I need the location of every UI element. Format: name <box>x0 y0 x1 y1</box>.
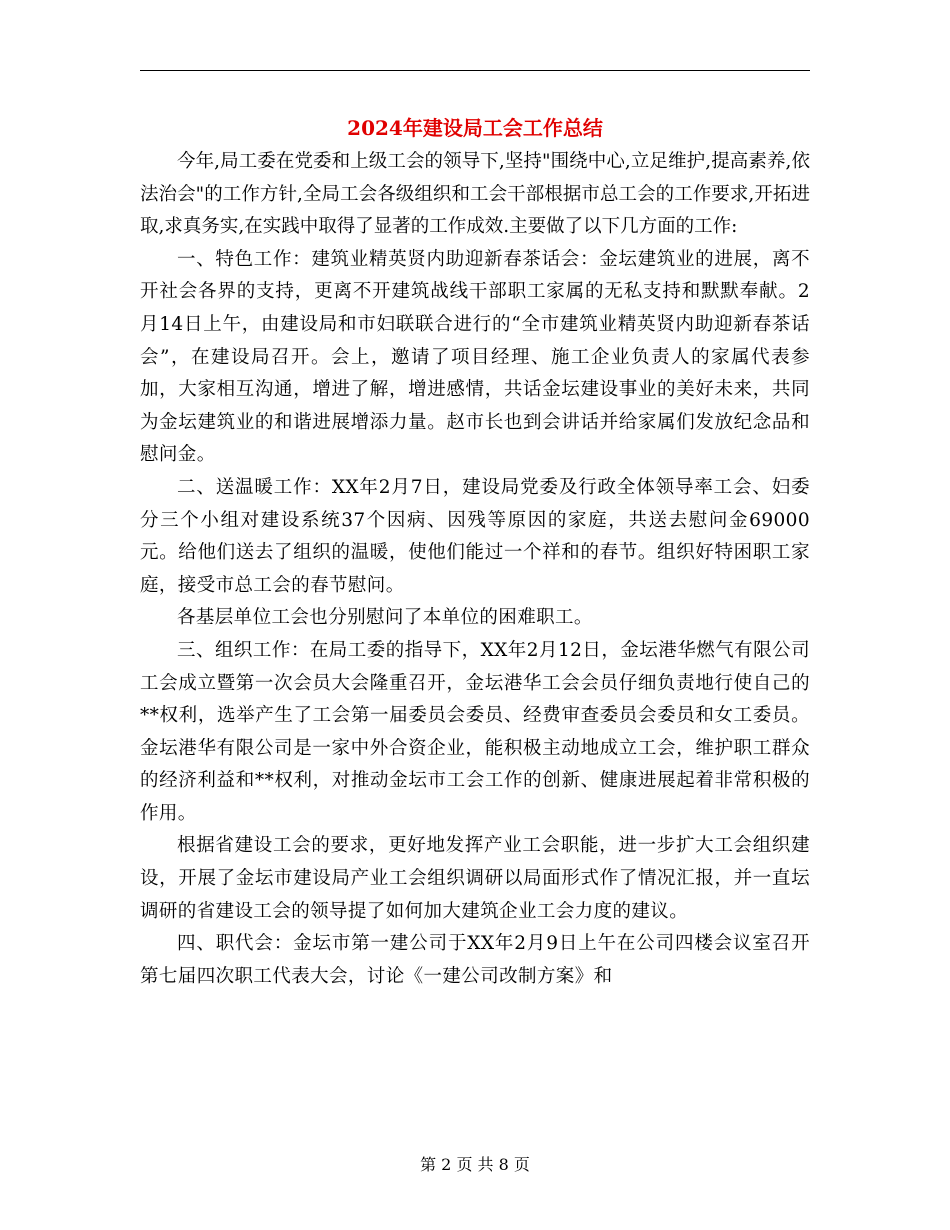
paragraph-workers-congress: 四、职代会：金坛市第一建公司于XX年2月9日上午在公司四楼会议室召开第七届四次职工代表大会，讨论《一建公司改制方案》和 <box>140 933 810 987</box>
paragraph-intro: 今年,局工委在党委和上级工会的领导下,坚持"围绕中心,立足维护,提高素养,依法治会"的工作方针,全局工会各级组织和工会干部根据市总工会的工作要求,开拓进取,求真务实,在实践中取得了显著的工作成效.主要做了以下几方面的工作: <box>140 151 810 238</box>
paragraph-featured-work: 一、特色工作：建筑业精英贤内助迎新春茶话会：金坛建筑业的进展，离不开社会各界的支持，更离不开建筑战线干部职工家属的无私支持和默默奉献。2月14日上午，由建设局和市妇联联合进行的“全市建筑业精英贤内助迎新春茶话会”，在建设局召开。会上，邀请了项目经理、施工企业负责人的家属代表参加，大家相互沟通，增进了解，增进感情，共话金坛建设事业的美好未来，共同为金坛建筑业的和谐进展增添力量。赵市长也到会讲话并给家属们发放纪念品和慰问金。 <box>140 248 810 466</box>
document-title: 2024年建设局工会工作总结 <box>347 116 603 140</box>
paragraph-warmth-work: 二、送温暖工作：XX年2月7日，建设局党委及行政全体领导率工会、妇委分三个小组对建设系统37个因病、因残等原因的家庭，共送去慰问金69000元。给他们送去了组织的温暖，使他们能过一个祥和的春节。组织好特困职工家庭，接受市总工会的春节慰问。 <box>140 476 810 596</box>
paragraph-grassroots-visits: 各基层单位工会也分别慰问了本单位的困难职工。 <box>177 607 593 629</box>
paragraph-organization-work: 三、组织工作：在局工委的指导下，XX年2月12日，金坛港华燃气有限公司工会成立暨第一次会员大会隆重召开，金坛港华工会会员仔细负责地行使自己的**权利，选举产生了工会第一届委员会委员、经费审查委员会委员和女工委员。金坛港华有限公司是一家中外合资企业，能积极主动地成立工会，维护职工群众的经济利益和**权利，对推动金坛市工会工作的创新、健康进展起着非常积极的作用。 <box>140 639 810 824</box>
page-number: 第 2 页 共 8 页 <box>420 1155 530 1174</box>
document-body <box>140 146 810 993</box>
paragraph-industry-union: 根据省建设工会的要求，更好地发挥产业工会职能，进一步扩大工会组织建设，开展了金坛市建设局产业工会组织调研以局面形式作了情况汇报，并一直坛调研的省建设工会的领导提了如何加大建筑企业工会力度的建议。 <box>140 835 810 922</box>
header-rule <box>140 70 810 71</box>
